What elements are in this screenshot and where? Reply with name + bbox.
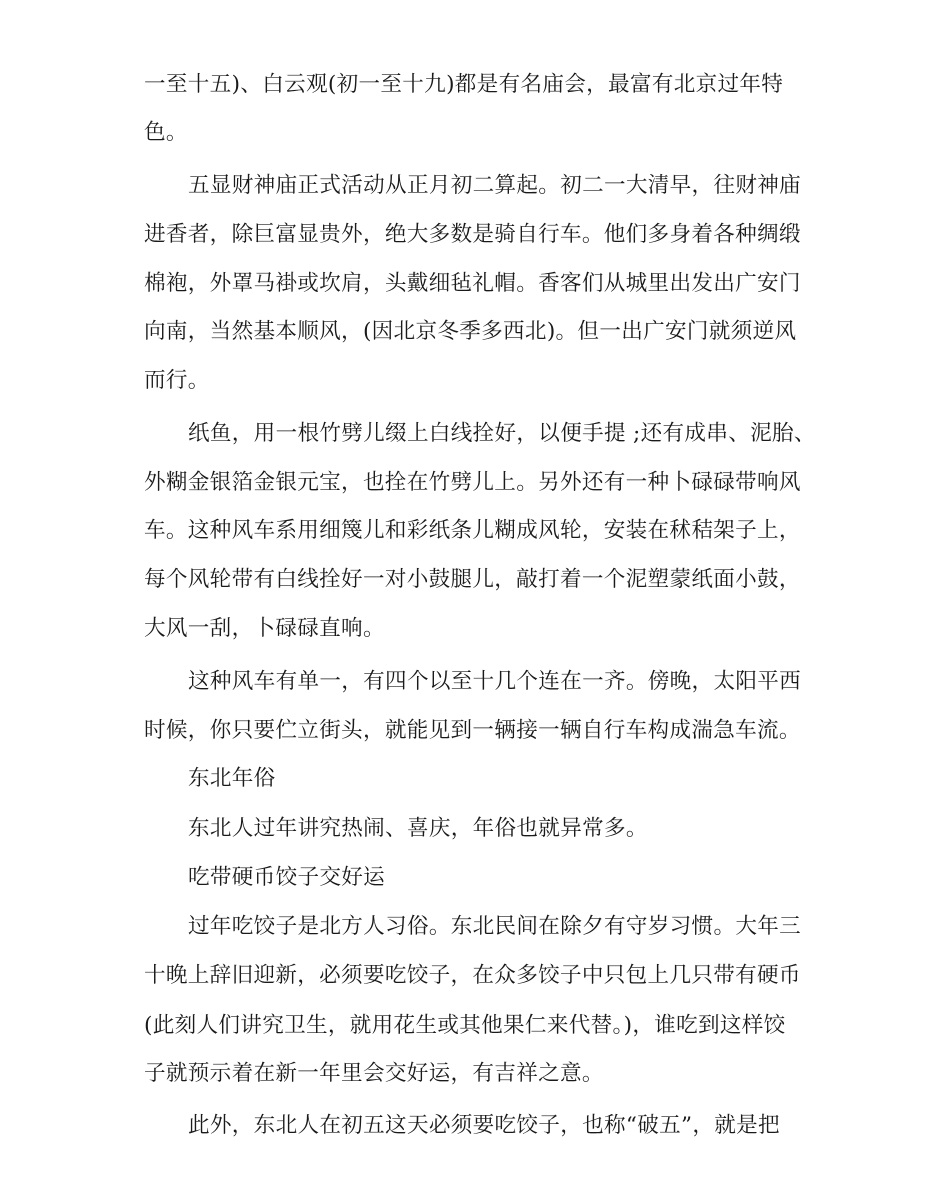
text-line: 外糊金银箔金银元宝，也拴在竹劈儿上。另外还有一种卜碌碌带响风 (144, 470, 801, 495)
paragraph-start: 纸鱼，用一根竹劈儿缀上白线拴好，以便手提 ;还有成串、泥胎、 (188, 421, 816, 446)
section-heading: 吃带硬币饺子交好运 (188, 865, 386, 890)
text-line: 色。 (144, 120, 188, 145)
paragraph-start: 五显财神庙正式活动从正月初二算起。初二一大清早，往财神庙 (188, 173, 802, 198)
text-line: 向南，当然基本顺风，(因北京冬季多西北)。但一出广安门就须逆风 (144, 319, 797, 344)
text-line: 一至十五)、白云观(初一至十九)都是有名庙会，最富有北京过年特 (144, 72, 784, 97)
text-line: (此刻人们讲究卫生，就用花生或其他果仁来代替。)，谁吃到这样饺 (144, 1013, 786, 1038)
paragraph-start: 此外，东北人在初五这天必须要吃饺子，也称“破五”，就是把 (188, 1113, 780, 1138)
text-line: 子就预示着在新一年里会交好运，有吉祥之意。 (144, 1061, 604, 1086)
text-line: 棉袍，外罩马褂或坎肩，头戴细毡礼帽。香客们从城里出发出广安门 (144, 271, 801, 296)
paragraph-start: 东北人过年讲究热闹、喜庆，年俗也就异常多。 (188, 816, 648, 841)
text-line: 时候，你只要伫立街头，就能见到一辆接一辆自行车构成湍急车流。 (144, 718, 801, 743)
text-line: 十晚上辞旧迎新，必须要吃饺子，在众多饺子中只包上几只带有硬币 (144, 963, 801, 988)
text-line: 车。这种风车系用细篾儿和彩纸条儿糊成风轮，安装在秫秸架子上， (144, 518, 801, 543)
paragraph-start: 过年吃饺子是北方人习俗。东北民间在除夕有守岁习惯。大年三 (188, 914, 802, 939)
paragraph-start: 这种风车有单一，有四个以至十几个连在一齐。傍晚，太阳平西 (188, 669, 802, 694)
text-line: 而行。 (144, 368, 210, 393)
text-line: 大风一刮，卜碌碌直响。 (144, 616, 385, 641)
text-line: 每个风轮带有白线拴好一对小鼓腿儿，敲打着一个泥塑蒙纸面小鼓， (144, 567, 801, 592)
section-heading: 东北年俗 (188, 766, 276, 791)
text-line: 进香者，除巨富显贵外，绝大多数是骑自行车。他们多身着各种绸缎 (144, 222, 801, 247)
